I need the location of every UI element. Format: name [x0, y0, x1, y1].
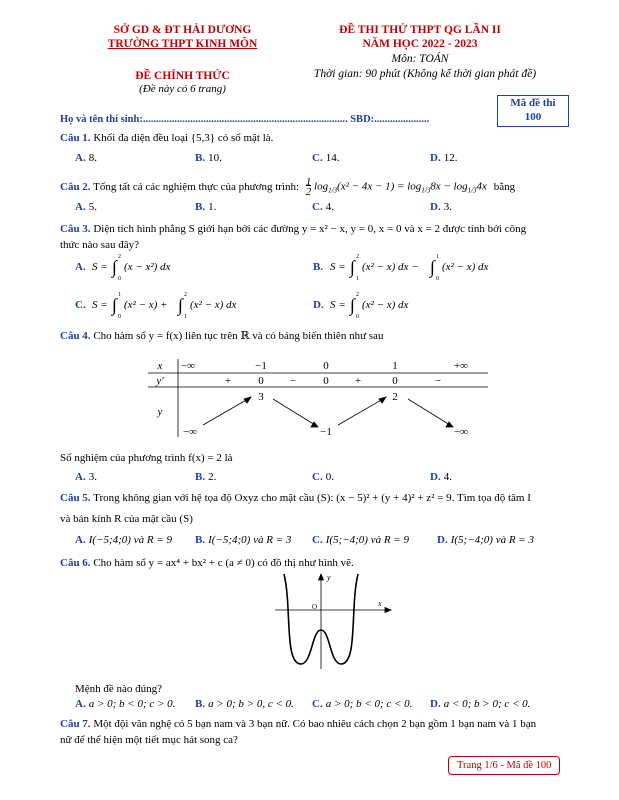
table-x-val: +∞	[453, 360, 469, 372]
svg-text:(x² − x) dx −: (x² − x) dx −	[362, 261, 419, 273]
question-number: Câu 5.	[60, 492, 91, 504]
school-year: NĂM HỌC 2022 - 2023	[362, 38, 478, 50]
variation-table	[148, 355, 488, 440]
q6-ask: Mệnh đề nào đúng?	[75, 683, 163, 695]
svg-text:∫: ∫	[430, 257, 435, 277]
svg-text:C.: C.	[75, 299, 86, 311]
department-name: SỞ GD & ĐT HẢI DƯƠNG	[113, 24, 252, 36]
table-sign: 0	[323, 375, 329, 387]
table-sign: 0	[392, 375, 398, 387]
question-number: Câu 6.	[60, 557, 91, 569]
svg-text:(x² − x) dx: (x² − x) dx	[362, 299, 409, 311]
q3-options	[60, 250, 540, 324]
question-3-cont: thức nào sau đây?	[60, 239, 139, 251]
svg-text:(x² − x) dx: (x² − x) dx	[190, 299, 237, 311]
school-name: TRƯỜNG THPT KINH MÔN	[107, 38, 258, 50]
q2-option-d: D. 3.	[430, 201, 452, 213]
table-x-val: −∞	[180, 360, 196, 372]
svg-text:2: 2	[184, 292, 187, 298]
question-3	[60, 222, 580, 236]
question-4	[60, 329, 580, 343]
svg-text:∫: ∫	[178, 295, 183, 315]
svg-text:∫: ∫	[350, 257, 355, 277]
table-sign: −	[289, 375, 297, 387]
question-number: Câu 7.	[60, 718, 91, 730]
svg-text:1: 1	[436, 254, 439, 260]
svg-text:D.: D.	[313, 299, 324, 311]
svg-text:A.: A.	[75, 261, 86, 273]
svg-text:∫: ∫	[112, 295, 117, 315]
svg-text:0: 0	[118, 314, 121, 320]
exam-title: ĐỀ THI THỬ THPT QG LẦN II	[339, 24, 501, 36]
svg-text:S =: S =	[330, 299, 346, 311]
svg-text:S =: S =	[92, 261, 108, 273]
exam-code-label: Mã đề thi	[510, 97, 556, 109]
svg-text:0: 0	[356, 314, 359, 320]
svg-text:∫: ∫	[350, 295, 355, 315]
question-5	[60, 491, 580, 505]
q5-option-d: D. I(5;−4;0) và R = 3	[437, 534, 534, 546]
svg-text:(x² − x) dx: (x² − x) dx	[442, 261, 489, 273]
question-1	[60, 131, 580, 145]
q2-option-c: C. 4.	[312, 201, 334, 213]
q1-option-c: C. 14.	[312, 152, 340, 164]
question-number: Câu 3.	[60, 223, 91, 235]
y-axis-label: y	[327, 573, 331, 582]
q5-option-c: C. I(5;−4;0) và R = 9	[312, 534, 409, 546]
question-text: Trong không gian với hệ tọa độ Oxyz cho mặt cầu (S): (x − 5)² + (y + 4)² + z² = 9. Tìm tọa độ tâm I	[93, 492, 531, 504]
q6-option-b: B. a > 0; b > 0, c < 0.	[195, 698, 294, 710]
q2-option-a: A. 5.	[75, 201, 97, 213]
candidate-info-line: Họ và tên thí sinh:.............................................................................. SBD:.....................	[60, 114, 430, 125]
official-label: ĐỀ CHÍNH THỨC	[135, 70, 230, 82]
table-sign: 0	[258, 375, 264, 387]
origin-label: O	[312, 603, 318, 611]
q4-ask: Số nghiệm của phương trình f(x) = 2 là	[60, 452, 233, 464]
question-2	[60, 177, 580, 198]
table-x-val: −1	[255, 360, 267, 372]
question-text: Khối đa diện đều loại {5,3} có số mặt là.	[93, 132, 274, 144]
table-y-label: y	[157, 406, 163, 418]
question-text: Tổng tất cả các nghiệm thực của phương trình:	[93, 180, 300, 193]
x-axis-label: x	[378, 599, 382, 608]
question-text-end: bằng	[493, 180, 516, 193]
q5-option-b: B. I(−5;4;0) và R = 3	[195, 534, 292, 546]
q5-option-a: A. I(−5;4;0) và R = 9	[75, 534, 172, 546]
q1-option-a: A. 8.	[75, 152, 97, 164]
exam-code-box	[497, 95, 569, 127]
question-7	[60, 717, 580, 731]
svg-text:S =: S =	[92, 299, 108, 311]
svg-text:(x − x²) dx: (x − x²) dx	[124, 261, 171, 273]
question-number: Câu 4.	[60, 330, 91, 342]
table-sign: +	[224, 375, 232, 387]
q4-option-c: C. 0.	[312, 471, 334, 483]
q6-graph	[270, 572, 400, 672]
q6-option-c: C. a > 0; b < 0; c < 0.	[312, 698, 413, 710]
question-7-cont: nữ để thể hiện một tiết mục hát song ca?	[60, 734, 238, 746]
svg-text:B.: B.	[313, 261, 324, 273]
table-y-val: 3	[258, 391, 264, 403]
question-5-cont: và bán kính R của mặt cầu (S)	[60, 513, 193, 525]
question-number: Câu 2.	[60, 180, 91, 193]
table-sign: −	[434, 375, 442, 387]
exam-code-value: 100	[524, 111, 542, 123]
table-y-val: 2	[392, 391, 398, 403]
table-y-val: −1	[320, 426, 332, 438]
svg-text:2: 2	[118, 254, 121, 260]
q1-option-d: D. 12.	[430, 152, 458, 164]
q1-option-b: B. 10.	[195, 152, 222, 164]
table-y-val: −∞	[453, 426, 469, 438]
svg-text:0: 0	[436, 276, 439, 282]
table-y-val: −∞	[182, 426, 198, 438]
log-equation: $\frac{1}{2} \log_{1/3}(x^2 - 4x - 1) = \log_{1/3}8x - \log_{1/3}4x$	[305, 176, 487, 198]
question-text: Cho hàm số y = ax⁴ + bx² + c (a ≠ 0) có đồ thị như hình vẽ.	[93, 557, 354, 569]
svg-text:∫: ∫	[112, 257, 117, 277]
question-text: Một đội văn nghệ có 5 bạn nam và 3 bạn nữ. Có bao nhiêu cách chọn 2 bạn gồm 1 bạn nam và 1 bạn	[93, 718, 537, 730]
q6-option-a: A. a > 0; b < 0; c > 0.	[75, 698, 176, 710]
svg-text:(x² − x) +: (x² − x) +	[124, 299, 168, 311]
table-yp-label: y'	[156, 375, 164, 387]
time-limit: Thời gian: 90 phút (Không kể thời gian phát đề)	[313, 68, 537, 80]
table-sign: +	[354, 375, 362, 387]
q4-option-d: D. 4.	[430, 471, 452, 483]
question-text: Diện tích hình phẳng S giới hạn bởi các đường y = x² − x, y = 0, x = 0 và x = 2 được tính bởi công	[93, 223, 527, 235]
svg-text:0: 0	[118, 276, 121, 282]
q4-option-b: B. 2.	[195, 471, 217, 483]
svg-text:1: 1	[356, 276, 359, 282]
table-x-val: 0	[323, 360, 329, 372]
pages-note: (Đề này có 6 trang)	[139, 83, 226, 95]
svg-text:1: 1	[118, 292, 121, 298]
question-number: Câu 1.	[60, 132, 91, 144]
svg-text:2: 2	[356, 254, 359, 260]
q2-option-b: B. 1.	[195, 201, 217, 213]
q6-option-d: D. a < 0; b > 0; c < 0.	[430, 698, 531, 710]
page-footer: Trang 1/6 - Mã đề 100	[448, 756, 560, 775]
question-text: Cho hàm số y = f(x) liên tục trên ℝ và có bảng biến thiên như sau	[93, 330, 384, 342]
q4-option-a: A. 3.	[75, 471, 97, 483]
svg-text:2: 2	[356, 292, 359, 298]
subject: Môn: TOÁN	[391, 53, 449, 65]
table-x-val: 1	[392, 360, 398, 372]
svg-text:1: 1	[184, 314, 187, 320]
table-x-label: x	[157, 360, 163, 372]
question-6	[60, 556, 580, 570]
svg-text:S =: S =	[330, 261, 346, 273]
